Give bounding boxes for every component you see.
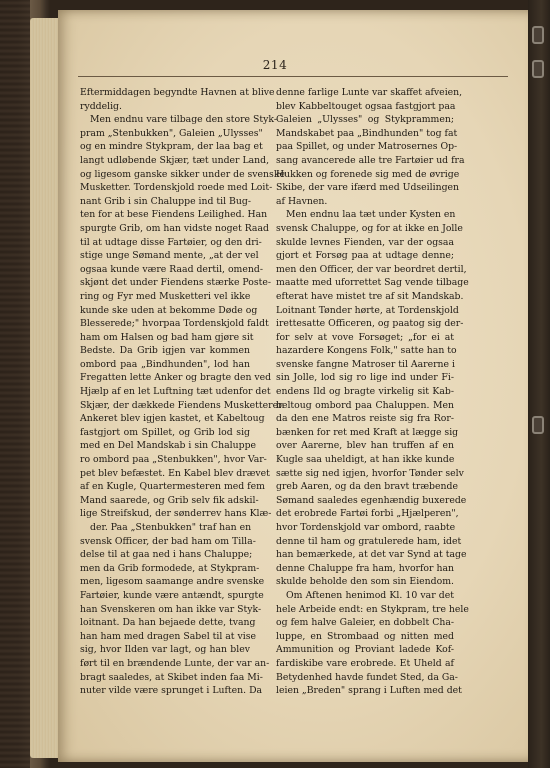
text-line: leien „Breden" sprang i Luften med det [276, 685, 462, 697]
text-line: ham om Halsen og bad ham gjøre sit [80, 331, 254, 343]
text-line: Men endnu vare tilbage den store Styk- [90, 114, 277, 126]
text-line: beltoug ombord paa Chaluppen. Men [276, 399, 454, 411]
text-line: ten for at bese Fiendens Leilighed. Han [80, 209, 268, 221]
text-line: delse til at gaa ned i hans Chaluppe; [80, 549, 253, 561]
text-line: pram „Stenbukken", Galeien „Ulysses" [80, 127, 263, 139]
right-text-column [276, 86, 469, 698]
text-line: der. Paa „Stenbukken" traf han en [90, 522, 252, 533]
text-line: ro ombord paa „Stenbukken", hvor Var- [80, 454, 267, 466]
text-line: det erobrede Fartøi forbi „Hjælperen", [276, 508, 459, 520]
text-line: af en Kugle, Quartermesteren med fem [80, 481, 265, 493]
text-line: men, ligesom saamange andre svenske [80, 576, 265, 588]
text-line: sætte sig ned igjen, hvorfor Tønder selv [276, 467, 464, 479]
text-line: nuter vilde være sprunget i Luften. Da [80, 685, 263, 697]
text-line: ombord paa „Bindhunden", lod han [80, 358, 250, 370]
text-line: maatte med uforrettet Sag vende tilbage [276, 277, 469, 289]
text-line: ryddelig. [80, 100, 122, 112]
text-line: Hjælp af en let Luftning tæt udenfor det [80, 386, 271, 398]
text-line: Mand saarede, og Grib selv fik adskil- [80, 494, 259, 506]
text-line: Fregatten lette Anker og bragte den ved [80, 372, 272, 384]
text-line: og en mindre Stykpram, der laa bag et [80, 141, 263, 153]
page-number: 214 [262, 58, 288, 72]
text-line: sin Jolle, lod sig ro lige ind under Fi- [276, 372, 454, 384]
text-line: denne til ham og gratulerede ham, idet [276, 535, 462, 547]
text-line: greb Aaren, og da den bravt træbende [276, 481, 458, 493]
text-line: men den Officer, der var beordret dertil, [276, 263, 467, 275]
text-line: spurgte Grib, om han vidste noget Raad [80, 222, 269, 234]
text-line: Bedste. Da Grib igjen var kommen [80, 345, 250, 357]
text-line: ring og Fyr med Musketteri vel ikke [80, 290, 251, 302]
book-spine [0, 0, 30, 768]
text-line: denne farlige Lunte var skaffet afveien, [276, 87, 463, 98]
text-line: Betydenhed havde fundet Sted, da Ga- [276, 671, 458, 683]
text-line: bænken for ret med Kraft at lægge sig [276, 426, 459, 438]
book-cover-edge [528, 0, 550, 768]
text-line: da den ene Matros reiste sig fra Ror- [276, 413, 454, 425]
binding-clip [532, 26, 544, 44]
text-line: Loitnant Tønder hørte, at Tordenskjold [276, 304, 459, 316]
text-line: loitnant. Da han bejaede dette, tvang [80, 617, 256, 629]
text-line: Musketter. Tordenskjold roede med Loit- [80, 182, 273, 194]
text-line: pet blev befæstet. En Kabel blev drævet [80, 467, 270, 479]
text-line: Om Aftenen henimod Kl. 10 var det [286, 589, 454, 601]
text-line: sang avancerede alle tre Fartøier ud fra [276, 154, 465, 166]
text-line: for selv at vove Forsøget; „for ei at [276, 331, 454, 343]
text-line: fastgjort om Spillet, og Grib lod sig [80, 426, 250, 438]
text-line: Skibe, der vare ifærd med Udseilingen [276, 182, 460, 194]
text-line: han ham med dragen Sabel til at vise [80, 630, 256, 642]
text-line: hazardere Kongens Folk," satte han to [276, 345, 457, 357]
text-line: men da Grib formodede, at Stykpram- [80, 562, 260, 574]
text-line: nant Grib i sin Chaluppe ind til Bug- [80, 195, 251, 207]
text-line: Hukken og forenede sig med de øvrige [276, 168, 460, 180]
text-line: hvor Tordenskjold var ombord, raabte [276, 522, 456, 533]
text-line: hele Arbeide endt: en Stykpram, tre hele [276, 603, 469, 615]
text-line: svensk Officer, der bad ham om Tilla- [80, 535, 256, 547]
text-line: blev Kabbeltouget ogsaa fastgjort paa [276, 100, 456, 112]
binding-clip [532, 416, 544, 434]
text-line: til at udtage disse Fartøier, og den dri- [80, 236, 262, 248]
text-line: med en Del Mandskab i sin Chaluppe [80, 440, 257, 452]
text-line: stige unge Sømand mente, „at der vel [80, 250, 259, 262]
page-edges [30, 18, 60, 758]
text-line: af Havnen. [276, 195, 328, 207]
text-line: Blesserede;" hvorpaa Tordenskjold faldt [80, 318, 269, 330]
text-line: gjort et Forsøg paa at udtage denne; [276, 250, 454, 262]
text-line: kunde ske uden at bekomme Døde og [80, 304, 258, 316]
text-line: endens Ild og bragte virkelig sit Kab- [276, 386, 454, 398]
text-line: paa Spillet, og under Matrosernes Op- [276, 141, 458, 153]
text-line: sig, hvor Ilden var lagt, og han blev [80, 644, 250, 656]
text-line: og ligesom ganske sikker under de svenske [80, 168, 285, 180]
text-line: Eftermiddagen begyndte Havnen at blive [80, 87, 275, 98]
text-line: Men endnu laa tæt under Kysten en [286, 209, 456, 221]
text-line: Ankeret blev igjen kastet, et Kabeltoug [80, 413, 265, 425]
text-line: efterat have mistet tre af sit Mandskab. [276, 290, 464, 302]
text-line: han bemærkede, at det var Synd at tage [276, 549, 467, 561]
text-line: svenske fangne Matroser til Aarerne i [276, 358, 455, 370]
text-line: fardiskibe vare erobrede. Et Uheld af [276, 657, 454, 669]
text-line: Kugle saa uheldigt, at han ikke kunde [276, 454, 455, 466]
text-line: Mandskabet paa „Bindhunden" tog fat [276, 127, 458, 139]
text-line: lige Streifskud, der sønderrev hans Klæ- [80, 508, 272, 520]
text-line: skulde levnes Fienden, var der ogsaa [276, 236, 454, 248]
text-line: Ammunition og Proviant ladede Kof- [276, 644, 454, 656]
text-line: ogsaa kunde være Raad dertil, omend- [80, 263, 263, 275]
left-text-column [80, 86, 285, 698]
text-line: irettesatte Officeren, og paatog sig der- [276, 318, 464, 330]
text-line: luppe, en Strombaad og nitten med [276, 630, 454, 642]
text-line: han Svenskeren om han ikke var Styk- [80, 603, 262, 615]
text-line: langt udløbende Skjær, tæt under Land, [80, 154, 270, 166]
text-line: svensk Chaluppe, og for at ikke en Jolle [276, 222, 463, 234]
text-line: skjønt det under Fiendens stærke Poste- [80, 277, 272, 289]
text-line: bragt saaledes, at Skibet inden faa Mi- [80, 671, 263, 683]
text-line: Sømand saaledes egenhændig buxerede [276, 494, 467, 506]
text-line: Fartøier, kunde være antændt, spurgte [80, 589, 264, 601]
text-line: skulde beholde den som sin Eiendom. [276, 576, 454, 588]
text-line: Galeien „Ulysses" og Stykprammen; [276, 114, 454, 126]
header-rule [78, 76, 508, 77]
text-line: denne Chaluppe fra ham, hvorfor han [276, 562, 454, 574]
text-line: over Aarerne, blev han truffen af en [276, 440, 454, 452]
text-line: Skjær, der dækkede Fiendens Musketterer. [80, 399, 285, 411]
text-line: og fem halve Galeier, en dobbelt Cha- [276, 617, 454, 629]
text-line: ført til en brændende Lunte, der var an- [80, 657, 270, 669]
